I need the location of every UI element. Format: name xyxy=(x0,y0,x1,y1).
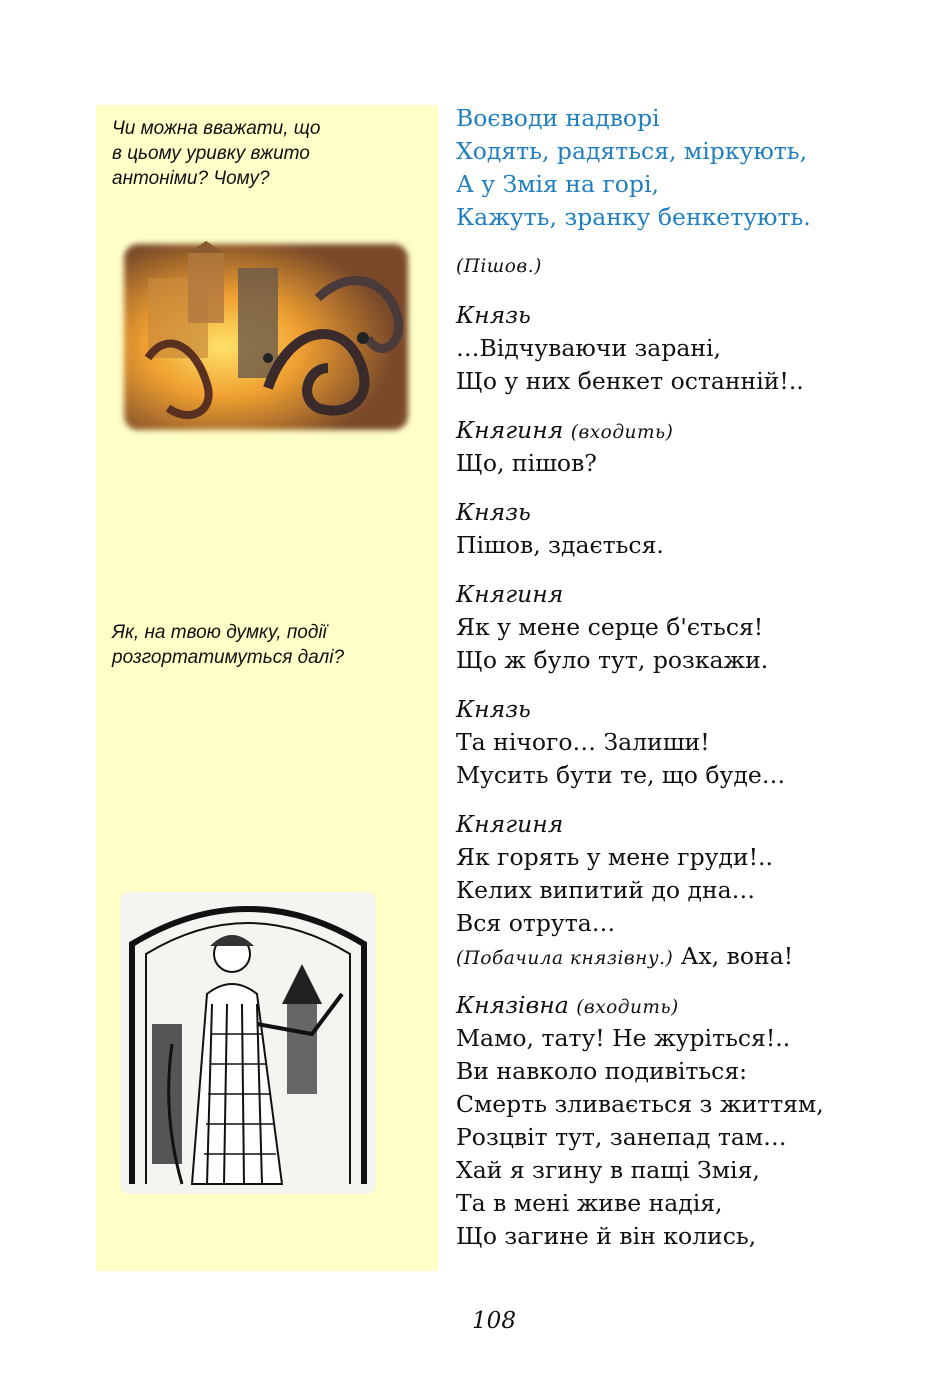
verse-line: Смерть зливається з життям, xyxy=(456,1090,824,1118)
verse-line: Що у них бенкет останній!.. xyxy=(456,367,804,395)
verse-line: Та в мені живе надія, xyxy=(456,1189,723,1217)
speaker-name: Княгиня xyxy=(456,580,564,608)
verse-text xyxy=(456,102,926,1253)
dragon-castle-illustration xyxy=(118,238,414,436)
verse-line: Як у мене серце б'ється! xyxy=(456,613,764,641)
verse-line: Ходять, радяться, міркують, xyxy=(456,137,808,165)
speaker-name: Князь xyxy=(456,498,531,526)
verse-line: Кажуть, зранку бенкетують. xyxy=(456,203,811,231)
verse-line: Що, пішов? xyxy=(456,449,597,477)
stage-direction: (входить) xyxy=(570,422,674,443)
speaker-name: Князь xyxy=(456,695,531,723)
princess-engraving-illustration xyxy=(112,884,384,1202)
verse-line: Хай я згину в пащі Змія, xyxy=(456,1156,760,1184)
speaker-line xyxy=(456,989,926,1022)
verse-line: Келих випитий до дна… xyxy=(456,876,756,904)
verse-line: Ви навколо подивіться: xyxy=(456,1057,748,1085)
verse-line: Вся отрута… xyxy=(456,909,616,937)
question-what-next: Як, на твою думку, події розгортатимуться далі? xyxy=(112,622,345,668)
verse-line: Мусить бути те, що буде… xyxy=(456,761,786,789)
verse-line: А у Змія на горі, xyxy=(456,170,659,198)
page-number: 108 xyxy=(472,1308,516,1334)
verse-line: Мамо, тату! Не журіться!.. xyxy=(456,1024,791,1052)
stage-direction: (Побачила князівну.) xyxy=(456,948,674,969)
stage-direction: (Пішов.) xyxy=(456,256,542,277)
speaker-name: Княгиня xyxy=(456,810,564,838)
verse-line: Розцвіт тут, занепад там… xyxy=(456,1123,787,1151)
question-antonyms: Чи можна вважати, що в цьому уривку вжито антоніми? Чому? xyxy=(112,118,321,189)
speaker-name: Князь xyxy=(456,301,531,329)
verse-line: Пішов, здається. xyxy=(456,531,664,559)
speaker-name: Князівна xyxy=(456,991,569,1019)
verse-line: Як горять у мене груди!.. xyxy=(456,843,773,871)
verse-fragment: Ах, вона! xyxy=(680,942,794,970)
verse-line: Воєводи надворі xyxy=(456,104,660,132)
speaker-name: Княгиня xyxy=(456,416,564,444)
speaker-line xyxy=(456,414,926,447)
verse-line: Що загине й він колись, xyxy=(456,1222,757,1250)
verse-line xyxy=(456,940,926,973)
stage-direction: (входить) xyxy=(576,997,679,1018)
verse-line: …Відчуваючи зарані, xyxy=(456,334,722,362)
verse-line: Що ж було тут, розкажи. xyxy=(456,646,769,674)
verse-line: Та нічого… Залиши! xyxy=(456,728,710,756)
